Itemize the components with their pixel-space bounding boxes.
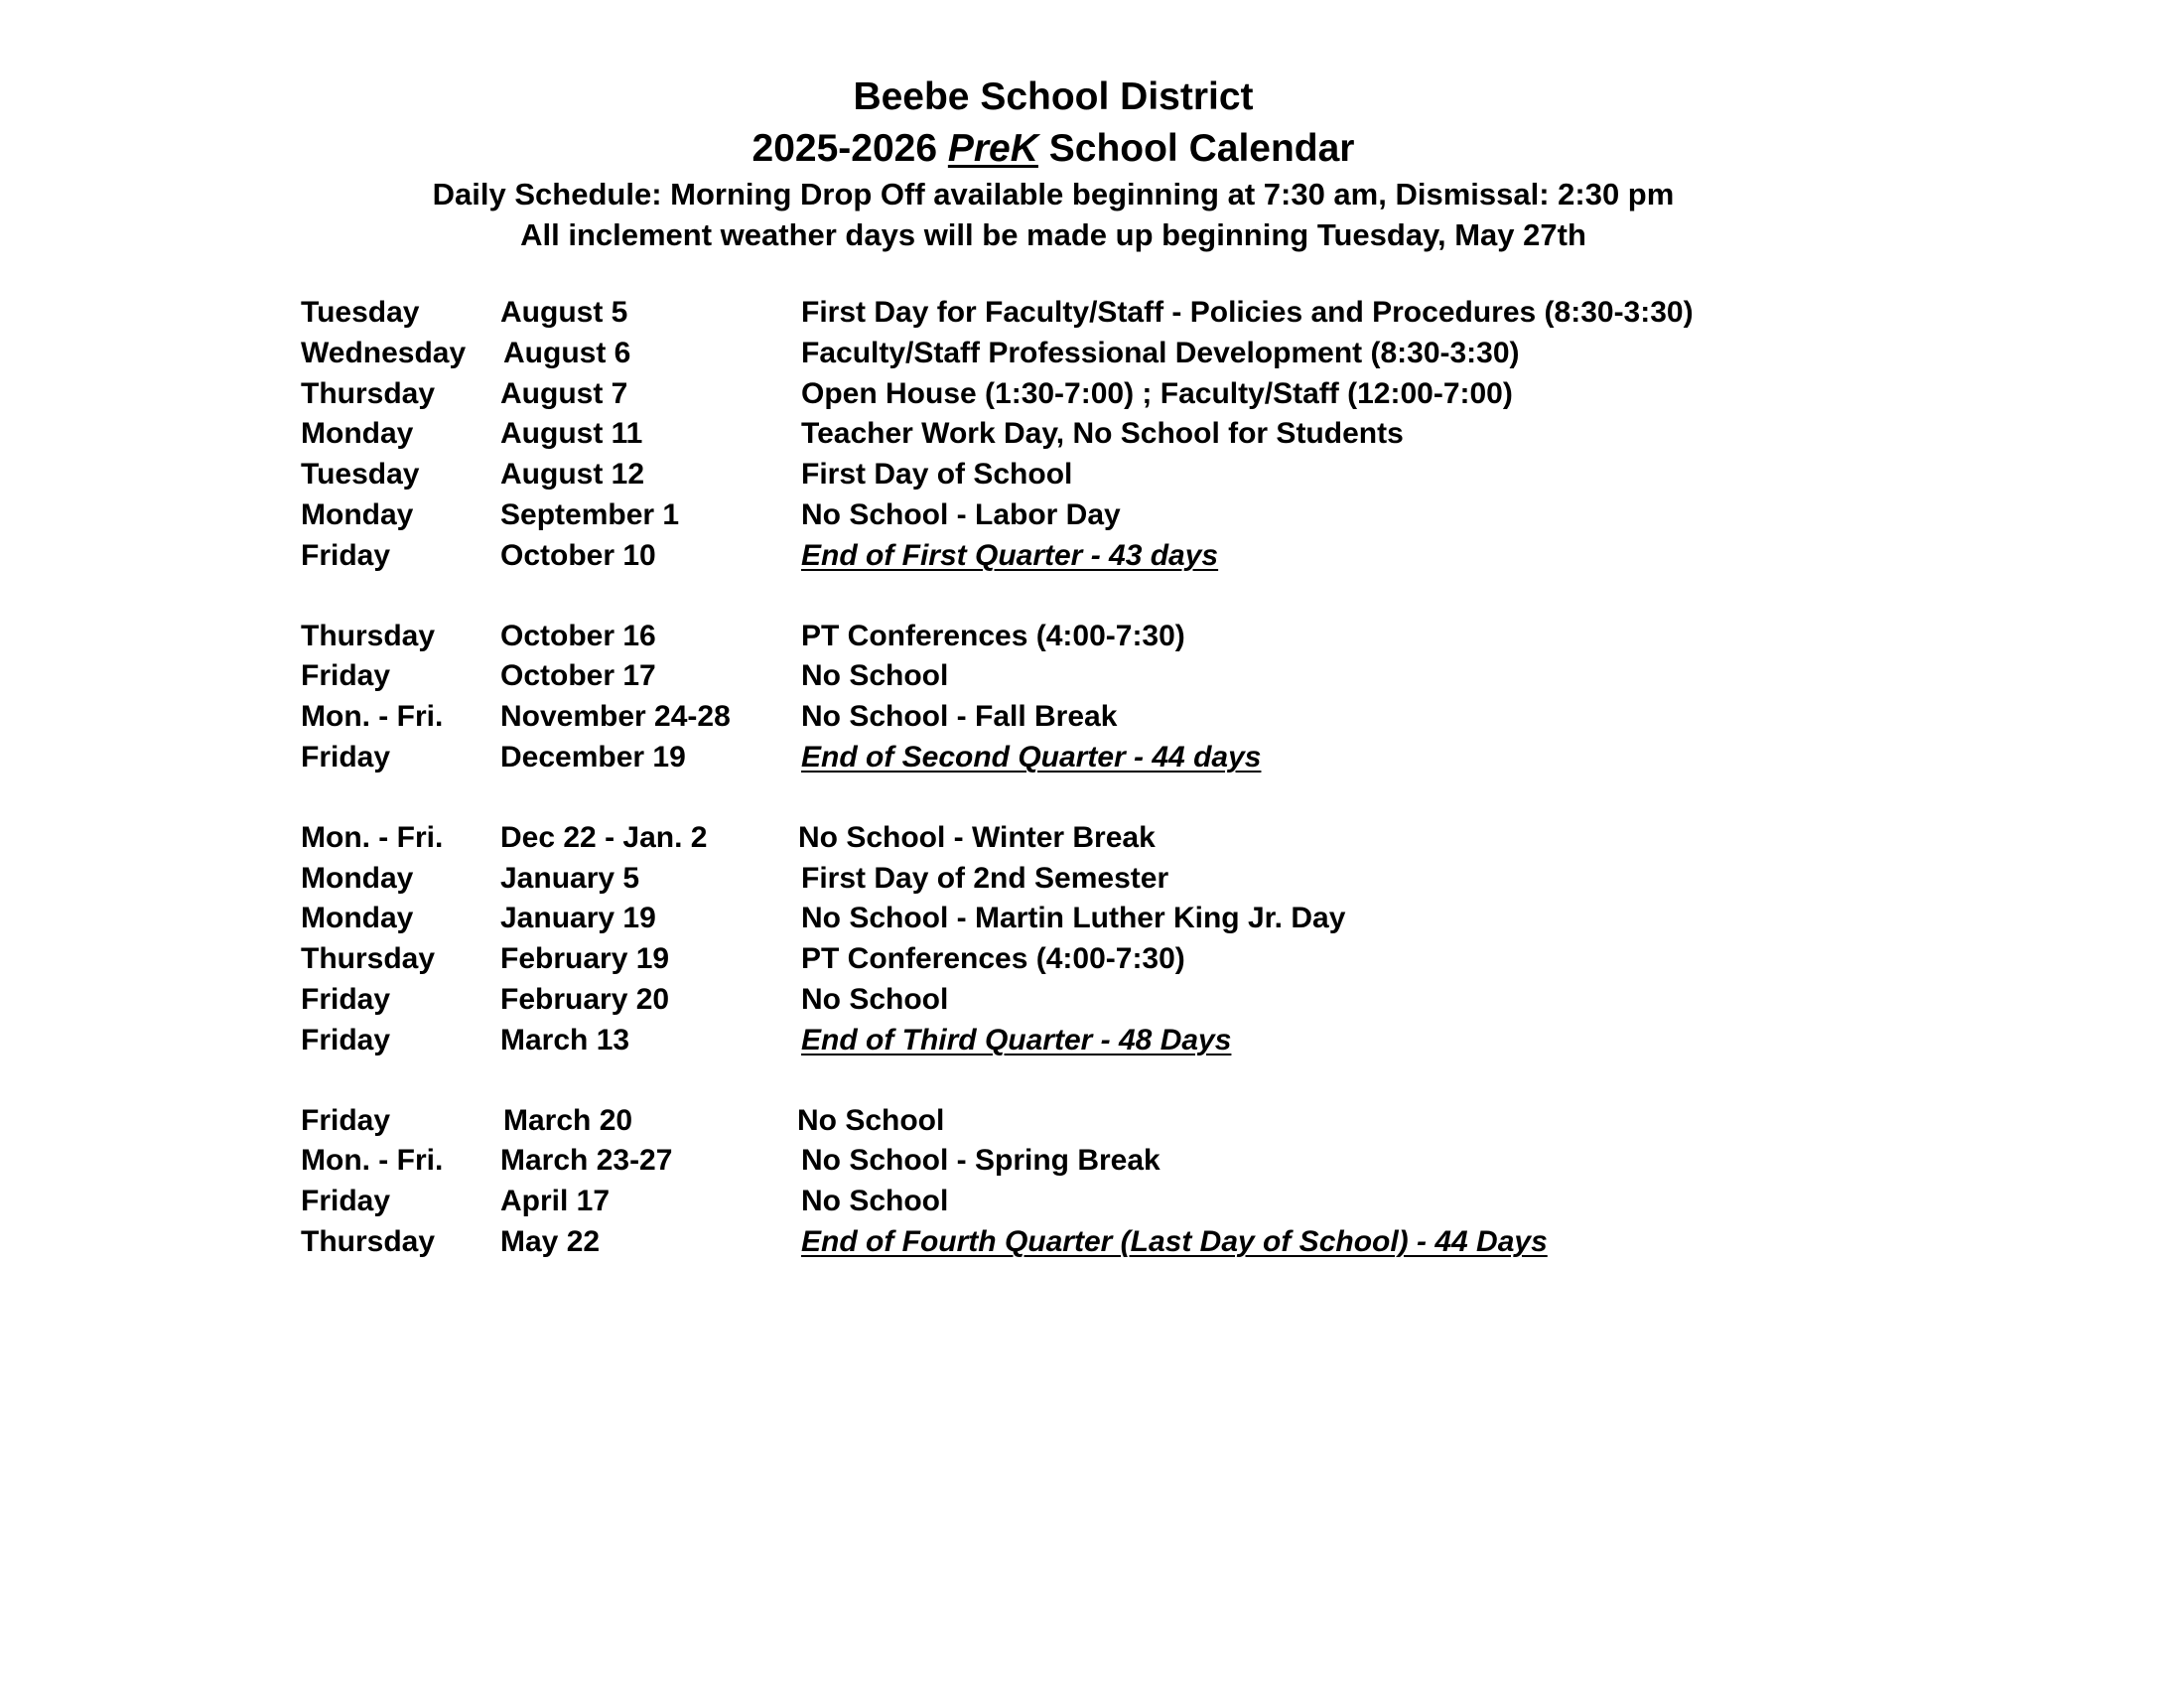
row-date: April 17 (500, 1185, 611, 1218)
calendar-row (301, 617, 2088, 657)
row-day: Mon. - Fri. (301, 700, 444, 734)
row-date: March 13 (500, 1023, 630, 1056)
row-event: Teacher Work Day, No School for Students (801, 417, 1404, 451)
calendar-row (301, 1141, 2088, 1182)
row-date: August 7 (500, 376, 628, 410)
row-event: No School - Labor Day (801, 497, 1121, 531)
row-event: No School (801, 982, 949, 1016)
row-day: Monday (301, 861, 414, 895)
row-day: Thursday (301, 1224, 436, 1258)
calendar-row (301, 455, 2088, 495)
calendar-schedule (301, 293, 2088, 1303)
row-day: Thursday (301, 942, 436, 976)
row-event: No School - Fall Break (801, 700, 1118, 734)
row-event: Open House (1:30-7:00) ; Faculty/Staff (12:00-7:00) (801, 376, 1513, 410)
row-date: January 19 (500, 902, 656, 935)
row-day: Monday (301, 497, 414, 531)
row-date: November 24-28 (500, 700, 731, 734)
quarter-end-row (301, 1222, 2088, 1263)
calendar-row (301, 899, 2088, 939)
row-day: Monday (301, 902, 414, 935)
row-date: August 11 (500, 417, 643, 451)
row-event: Faculty/Staff Professional Development (8:30-3:30) (801, 336, 1520, 369)
row-event: No School (801, 659, 949, 693)
title-suffix: School Calendar (1037, 127, 1355, 170)
row-event: PT Conferences (4:00-7:30) (801, 619, 1185, 652)
row-day: Tuesday (301, 458, 420, 492)
row-event: First Day for Faculty/Staff - Policies and Procedures (8:30-3:30) (801, 296, 1694, 329)
calendar-title (0, 123, 2107, 175)
row-event: No School (801, 1185, 949, 1218)
row-event: First Day of 2nd Semester (801, 861, 1169, 895)
row-day: Friday (301, 538, 391, 572)
row-date: October 16 (500, 619, 656, 652)
row-day: Friday (301, 1185, 391, 1218)
quarter-end-event: End of First Quarter - 43 days (801, 538, 1219, 572)
inclement-weather-note: All inclement weather days will be made up beginning Tuesday, May 27th (520, 217, 1586, 252)
quarter-3-group (301, 818, 2088, 1061)
row-date: March 20 (503, 1103, 633, 1137)
quarter-2-group (301, 617, 2088, 778)
quarter-end-event: End of Third Quarter - 48 Days (801, 1023, 1232, 1056)
row-date: December 19 (500, 740, 686, 774)
row-day: Wednesday (301, 336, 467, 369)
row-date: August 6 (503, 336, 631, 369)
calendar-row (301, 656, 2088, 697)
quarter-end-event: End of Fourth Quarter (Last Day of School) - 44 Days (801, 1224, 1548, 1258)
row-event: No School - Spring Break (801, 1144, 1160, 1178)
row-event: No School (797, 1103, 945, 1137)
quarter-4-group (301, 1101, 2088, 1263)
calendar-row (301, 818, 2088, 859)
row-date: May 22 (500, 1224, 601, 1258)
row-day: Friday (301, 659, 391, 693)
row-day: Friday (301, 1103, 391, 1137)
row-day: Monday (301, 417, 414, 451)
calendar-row (301, 859, 2088, 900)
row-day: Mon. - Fri. (301, 820, 444, 854)
row-day: Thursday (301, 619, 436, 652)
row-date: Dec 22 - Jan. 2 (500, 820, 708, 854)
calendar-row (301, 697, 2088, 738)
title-year: 2025-2026 (751, 127, 948, 170)
calendar-row (301, 293, 2088, 334)
row-day: Mon. - Fri. (301, 1144, 444, 1178)
calendar-row (301, 1101, 2088, 1142)
row-date: October 10 (500, 538, 656, 572)
row-day: Tuesday (301, 296, 420, 329)
daily-schedule-note: Daily Schedule: Morning Drop Off available beginning at 7:30 am, Dismissal: 2:30 pm (432, 177, 1675, 211)
title-prek: PreK (947, 127, 1038, 170)
row-date: August 12 (500, 458, 645, 492)
row-date: August 5 (500, 296, 628, 329)
calendar-row (301, 980, 2088, 1021)
calendar-row (301, 939, 2088, 980)
calendar-row (301, 1182, 2088, 1222)
quarter-end-row (301, 1021, 2088, 1061)
quarter-1-group (301, 293, 2088, 577)
quarter-end-row (301, 536, 2088, 577)
row-day: Thursday (301, 376, 436, 410)
calendar-row (301, 414, 2088, 455)
row-date: January 5 (500, 861, 640, 895)
row-event: PT Conferences (4:00-7:30) (801, 942, 1185, 976)
calendar-row (301, 495, 2088, 536)
row-day: Friday (301, 982, 391, 1016)
row-event: First Day of School (801, 458, 1073, 492)
row-date: September 1 (500, 497, 680, 531)
row-day: Friday (301, 1023, 391, 1056)
district-name: Beebe School District (853, 75, 1254, 118)
row-date: February 20 (500, 982, 670, 1016)
calendar-row (301, 374, 2088, 415)
quarter-end-event: End of Second Quarter - 44 days (801, 740, 1262, 774)
calendar-row (301, 334, 2088, 374)
row-date: March 23-27 (500, 1144, 673, 1178)
row-day: Friday (301, 740, 391, 774)
row-event: No School - Winter Break (798, 820, 1156, 854)
row-date: February 19 (500, 942, 670, 976)
row-date: October 17 (500, 659, 656, 693)
quarter-end-row (301, 738, 2088, 778)
row-event: No School - Martin Luther King Jr. Day (801, 902, 1346, 935)
